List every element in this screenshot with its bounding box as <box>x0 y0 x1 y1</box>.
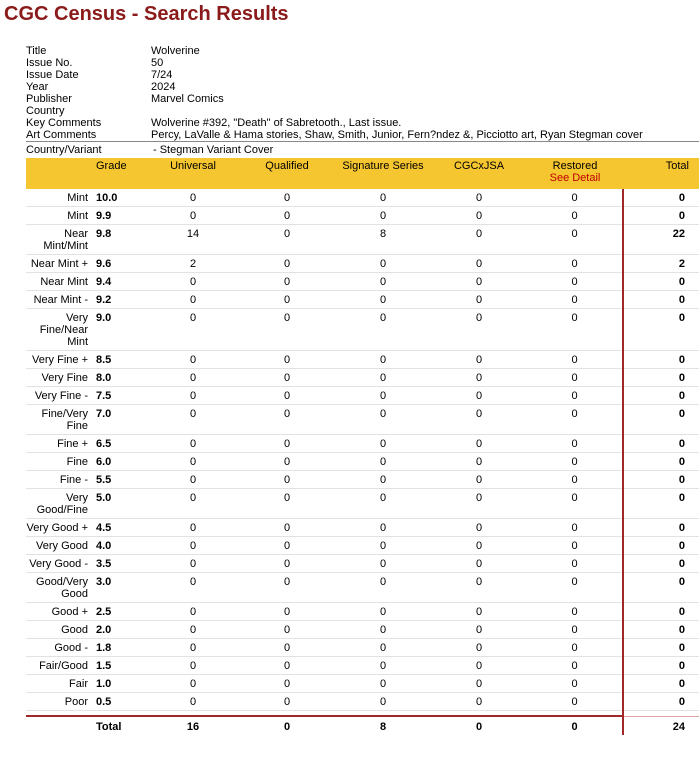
signature-count: 0 <box>335 675 431 693</box>
table-row <box>26 255 699 273</box>
info-row-country <box>26 105 699 117</box>
grade-value: 7.0 <box>94 405 147 435</box>
table-row <box>26 555 699 573</box>
row-total: 0 <box>623 387 699 405</box>
signature-total: 8 <box>335 716 431 735</box>
row-total: 0 <box>623 273 699 291</box>
qualified-count: 0 <box>239 519 335 537</box>
qualified-count: 0 <box>239 621 335 639</box>
cgcxjsa-count: 0 <box>431 519 527 537</box>
qualified-count: 0 <box>239 387 335 405</box>
restored-count: 0 <box>527 621 623 639</box>
info-value: 7/24 <box>151 69 173 81</box>
signature-count: 0 <box>335 405 431 435</box>
info-label: Issue Date <box>26 69 79 81</box>
grade-name: Fine + <box>26 435 94 453</box>
cgcxjsa-count: 0 <box>431 693 527 711</box>
signature-count: 0 <box>335 693 431 711</box>
header-signature-series: Signature Series <box>335 158 431 189</box>
cgcxjsa-count: 0 <box>431 537 527 555</box>
grade-name: Near Mint + <box>26 255 94 273</box>
row-total: 0 <box>623 351 699 369</box>
universal-count: 0 <box>147 369 239 387</box>
cgcxjsa-count: 0 <box>431 309 527 351</box>
grade-name: Good/Very Good <box>26 573 94 603</box>
cgcxjsa-count: 0 <box>431 603 527 621</box>
cgcxjsa-count: 0 <box>431 555 527 573</box>
universal-count: 14 <box>147 225 239 255</box>
table-row <box>26 693 699 711</box>
header-total: Total <box>623 158 699 189</box>
signature-count: 0 <box>335 453 431 471</box>
universal-count: 0 <box>147 435 239 453</box>
row-total: 0 <box>623 675 699 693</box>
info-label: Key Comments <box>26 117 102 129</box>
row-total: 0 <box>623 471 699 489</box>
restored-count: 0 <box>527 489 623 519</box>
cgcxjsa-total: 0 <box>431 716 527 735</box>
universal-count: 0 <box>147 537 239 555</box>
universal-count: 0 <box>147 573 239 603</box>
info-label: Year <box>26 81 49 93</box>
header-universal: Universal <box>147 158 239 189</box>
restored-count: 0 <box>527 225 623 255</box>
signature-count: 0 <box>335 555 431 573</box>
qualified-count: 0 <box>239 657 335 675</box>
row-total: 0 <box>623 189 699 207</box>
signature-count: 0 <box>335 657 431 675</box>
page-title: CGC Census - Search Results <box>4 3 289 25</box>
header-restored <box>527 158 623 189</box>
country-variant-label: Country/Variant <box>26 144 102 156</box>
row-total: 0 <box>623 537 699 555</box>
table-row <box>26 369 699 387</box>
qualified-count: 0 <box>239 369 335 387</box>
grade-value: 1.8 <box>94 639 147 657</box>
cgcxjsa-count: 0 <box>431 405 527 435</box>
cgcxjsa-count: 0 <box>431 639 527 657</box>
restored-count: 0 <box>527 471 623 489</box>
universal-count: 0 <box>147 489 239 519</box>
qualified-count: 0 <box>239 273 335 291</box>
row-total: 0 <box>623 207 699 225</box>
grade-name: Good - <box>26 639 94 657</box>
grade-name: Very Fine + <box>26 351 94 369</box>
header-cgcxjsa: CGCxJSA <box>431 158 527 189</box>
grade-value: 8.0 <box>94 369 147 387</box>
universal-count: 2 <box>147 255 239 273</box>
grand-total: 24 <box>623 716 699 735</box>
cgcxjsa-count: 0 <box>431 657 527 675</box>
row-total: 0 <box>623 309 699 351</box>
restored-count: 0 <box>527 693 623 711</box>
info-label: Country <box>26 105 65 117</box>
grade-value: 3.0 <box>94 573 147 603</box>
table-row <box>26 309 699 351</box>
restored-count: 0 <box>527 555 623 573</box>
grade-name: Near Mint - <box>26 291 94 309</box>
qualified-count: 0 <box>239 489 335 519</box>
country-variant-value: - Stegman Variant Cover <box>153 144 274 156</box>
row-total: 0 <box>623 489 699 519</box>
info-row-art-comments <box>26 129 699 141</box>
universal-count: 0 <box>147 351 239 369</box>
universal-count: 0 <box>147 273 239 291</box>
qualified-count: 0 <box>239 291 335 309</box>
qualified-count: 0 <box>239 675 335 693</box>
table-row <box>26 351 699 369</box>
universal-count: 0 <box>147 621 239 639</box>
cgcxjsa-count: 0 <box>431 435 527 453</box>
universal-count: 0 <box>147 639 239 657</box>
universal-count: 0 <box>147 309 239 351</box>
grade-value: 5.0 <box>94 489 147 519</box>
row-total: 0 <box>623 519 699 537</box>
info-row-issue-no <box>26 57 699 69</box>
qualified-count: 0 <box>239 351 335 369</box>
qualified-count: 0 <box>239 207 335 225</box>
table-row <box>26 639 699 657</box>
row-total: 0 <box>623 291 699 309</box>
grade-name: Very Fine <box>26 369 94 387</box>
grade-value: 1.0 <box>94 675 147 693</box>
table-header-row <box>26 158 699 189</box>
header-blank <box>26 158 94 189</box>
row-total: 0 <box>623 405 699 435</box>
row-total: 0 <box>623 573 699 603</box>
qualified-count: 0 <box>239 255 335 273</box>
universal-count: 0 <box>147 207 239 225</box>
restored-count: 0 <box>527 351 623 369</box>
table-row <box>26 207 699 225</box>
grade-value: 2.0 <box>94 621 147 639</box>
grade-value: 9.8 <box>94 225 147 255</box>
grade-value: 6.0 <box>94 453 147 471</box>
universal-count: 0 <box>147 453 239 471</box>
cgcxjsa-count: 0 <box>431 351 527 369</box>
signature-count: 0 <box>335 471 431 489</box>
grade-value: 0.5 <box>94 693 147 711</box>
grade-name: Fine/Very Fine <box>26 405 94 435</box>
restored-count: 0 <box>527 309 623 351</box>
row-total: 0 <box>623 603 699 621</box>
row-total: 0 <box>623 657 699 675</box>
info-row-key-comments <box>26 117 699 129</box>
qualified-count: 0 <box>239 309 335 351</box>
cgcxjsa-count: 0 <box>431 387 527 405</box>
header-grade: Grade <box>94 158 147 189</box>
table-row <box>26 291 699 309</box>
universal-count: 0 <box>147 603 239 621</box>
totals-label: Total <box>94 716 147 735</box>
universal-count: 0 <box>147 405 239 435</box>
table-row <box>26 657 699 675</box>
grade-value: 9.9 <box>94 207 147 225</box>
signature-count: 0 <box>335 189 431 207</box>
table-row <box>26 405 699 435</box>
signature-count: 0 <box>335 351 431 369</box>
grade-value: 6.5 <box>94 435 147 453</box>
table-row <box>26 537 699 555</box>
info-value <box>151 105 699 117</box>
cgcxjsa-count: 0 <box>431 453 527 471</box>
grade-name: Fine - <box>26 471 94 489</box>
restored-count: 0 <box>527 537 623 555</box>
qualified-count: 0 <box>239 603 335 621</box>
qualified-count: 0 <box>239 435 335 453</box>
qualified-count: 0 <box>239 537 335 555</box>
grade-value: 5.5 <box>94 471 147 489</box>
grade-value: 9.6 <box>94 255 147 273</box>
qualified-count: 0 <box>239 573 335 603</box>
qualified-count: 0 <box>239 555 335 573</box>
restored-total: 0 <box>527 716 623 735</box>
grade-value: 4.0 <box>94 537 147 555</box>
grade-value: 2.5 <box>94 603 147 621</box>
grade-name: Poor <box>26 693 94 711</box>
totals-row <box>26 716 699 735</box>
grade-name: Very Good/Fine <box>26 489 94 519</box>
cgcxjsa-count: 0 <box>431 369 527 387</box>
totals-blank <box>26 716 94 735</box>
info-value: Marvel Comics <box>151 93 224 105</box>
row-total: 0 <box>623 693 699 711</box>
signature-count: 0 <box>335 369 431 387</box>
table-row <box>26 387 699 405</box>
info-row-year <box>26 81 699 93</box>
restored-count: 0 <box>527 255 623 273</box>
signature-count: 0 <box>335 291 431 309</box>
table-row <box>26 675 699 693</box>
restored-count: 0 <box>527 273 623 291</box>
info-label: Publisher <box>26 93 72 105</box>
grade-name: Fine <box>26 453 94 471</box>
grade-value: 10.0 <box>94 189 147 207</box>
grade-name: Mint <box>26 207 94 225</box>
qualified-count: 0 <box>239 405 335 435</box>
restored-count: 0 <box>527 519 623 537</box>
row-total: 22 <box>623 225 699 255</box>
grade-value: 7.5 <box>94 387 147 405</box>
universal-count: 0 <box>147 387 239 405</box>
row-total: 0 <box>623 369 699 387</box>
census-body <box>26 189 699 735</box>
info-value: Wolverine #392, "Death" of Sabretooth., Last issue. <box>151 117 402 129</box>
grade-name: Fair/Good <box>26 657 94 675</box>
info-value: Percy, LaValle & Hama stories, Shaw, Smith, Junior, Fern?ndez &, Picciotto art, Ryan Stegman cover <box>151 129 643 141</box>
signature-count: 0 <box>335 519 431 537</box>
restored-count: 0 <box>527 453 623 471</box>
grade-value: 4.5 <box>94 519 147 537</box>
row-total: 0 <box>623 621 699 639</box>
signature-count: 0 <box>335 489 431 519</box>
info-label: Title <box>26 45 47 57</box>
restored-count: 0 <box>527 675 623 693</box>
country-variant-row <box>26 141 699 159</box>
qualified-count: 0 <box>239 225 335 255</box>
signature-count: 0 <box>335 639 431 657</box>
grade-value: 3.5 <box>94 555 147 573</box>
signature-count: 0 <box>335 309 431 351</box>
info-row-publisher <box>26 93 699 105</box>
grade-name: Very Good <box>26 537 94 555</box>
cgcxjsa-count: 0 <box>431 489 527 519</box>
see-detail-link[interactable]: See Detail <box>549 172 601 184</box>
signature-count: 0 <box>335 207 431 225</box>
comic-info <box>26 45 699 141</box>
cgcxjsa-count: 0 <box>431 621 527 639</box>
census-table <box>26 158 699 735</box>
grade-name: Very Fine - <box>26 387 94 405</box>
table-row <box>26 621 699 639</box>
table-row <box>26 189 699 207</box>
header-qualified: Qualified <box>239 158 335 189</box>
table-row <box>26 435 699 453</box>
cgcxjsa-count: 0 <box>431 207 527 225</box>
restored-count: 0 <box>527 435 623 453</box>
grade-name: Very Fine/Near Mint <box>26 309 94 351</box>
universal-count: 0 <box>147 657 239 675</box>
grade-name: Very Good + <box>26 519 94 537</box>
restored-count: 0 <box>527 207 623 225</box>
table-row <box>26 573 699 603</box>
table-row <box>26 489 699 519</box>
row-total: 0 <box>623 453 699 471</box>
table-row <box>26 471 699 489</box>
signature-count: 0 <box>335 387 431 405</box>
qualified-count: 0 <box>239 639 335 657</box>
universal-count: 0 <box>147 693 239 711</box>
table-row <box>26 225 699 255</box>
restored-count: 0 <box>527 639 623 657</box>
universal-count: 0 <box>147 471 239 489</box>
grade-value: 9.4 <box>94 273 147 291</box>
signature-count: 0 <box>335 573 431 603</box>
signature-count: 0 <box>335 621 431 639</box>
restored-count: 0 <box>527 603 623 621</box>
restored-count: 0 <box>527 291 623 309</box>
cgcxjsa-count: 0 <box>431 189 527 207</box>
cgcxjsa-count: 0 <box>431 255 527 273</box>
restored-count: 0 <box>527 387 623 405</box>
cgcxjsa-count: 0 <box>431 291 527 309</box>
grade-value: 8.5 <box>94 351 147 369</box>
signature-count: 8 <box>335 225 431 255</box>
signature-count: 0 <box>335 273 431 291</box>
grade-value: 9.0 <box>94 309 147 351</box>
restored-count: 0 <box>527 369 623 387</box>
universal-count: 0 <box>147 189 239 207</box>
universal-total: 16 <box>147 716 239 735</box>
grade-name: Good + <box>26 603 94 621</box>
universal-count: 0 <box>147 555 239 573</box>
cgcxjsa-count: 0 <box>431 471 527 489</box>
grade-value: 9.2 <box>94 291 147 309</box>
header-restored-label: Restored <box>552 160 598 172</box>
qualified-count: 0 <box>239 471 335 489</box>
qualified-count: 0 <box>239 189 335 207</box>
cgcxjsa-count: 0 <box>431 225 527 255</box>
grade-name: Near Mint <box>26 273 94 291</box>
grade-name: Mint <box>26 189 94 207</box>
universal-count: 0 <box>147 519 239 537</box>
qualified-count: 0 <box>239 693 335 711</box>
grade-name: Fair <box>26 675 94 693</box>
restored-count: 0 <box>527 405 623 435</box>
row-total: 0 <box>623 555 699 573</box>
info-value: 2024 <box>151 81 176 93</box>
qualified-count: 0 <box>239 453 335 471</box>
info-value: 50 <box>151 57 164 69</box>
restored-count: 0 <box>527 657 623 675</box>
row-total: 0 <box>623 639 699 657</box>
table-row <box>26 519 699 537</box>
info-row-issue-date <box>26 69 699 81</box>
signature-count: 0 <box>335 537 431 555</box>
universal-count: 0 <box>147 291 239 309</box>
row-total: 2 <box>623 255 699 273</box>
grade-name: Very Good - <box>26 555 94 573</box>
cgcxjsa-count: 0 <box>431 675 527 693</box>
grade-name: Near Mint/Mint <box>26 225 94 255</box>
table-row <box>26 273 699 291</box>
signature-count: 0 <box>335 603 431 621</box>
grade-value: 1.5 <box>94 657 147 675</box>
cgcxjsa-count: 0 <box>431 573 527 603</box>
signature-count: 0 <box>335 435 431 453</box>
info-row-title <box>26 45 699 57</box>
table-row <box>26 603 699 621</box>
signature-count: 0 <box>335 255 431 273</box>
universal-count: 0 <box>147 675 239 693</box>
cgcxjsa-count: 0 <box>431 273 527 291</box>
table-row <box>26 453 699 471</box>
info-label: Issue No. <box>26 57 73 69</box>
grade-name: Good <box>26 621 94 639</box>
info-value: Wolverine <box>151 45 200 57</box>
info-label: Art Comments <box>26 129 97 141</box>
qualified-total: 0 <box>239 716 335 735</box>
restored-count: 0 <box>527 189 623 207</box>
restored-count: 0 <box>527 573 623 603</box>
row-total: 0 <box>623 435 699 453</box>
